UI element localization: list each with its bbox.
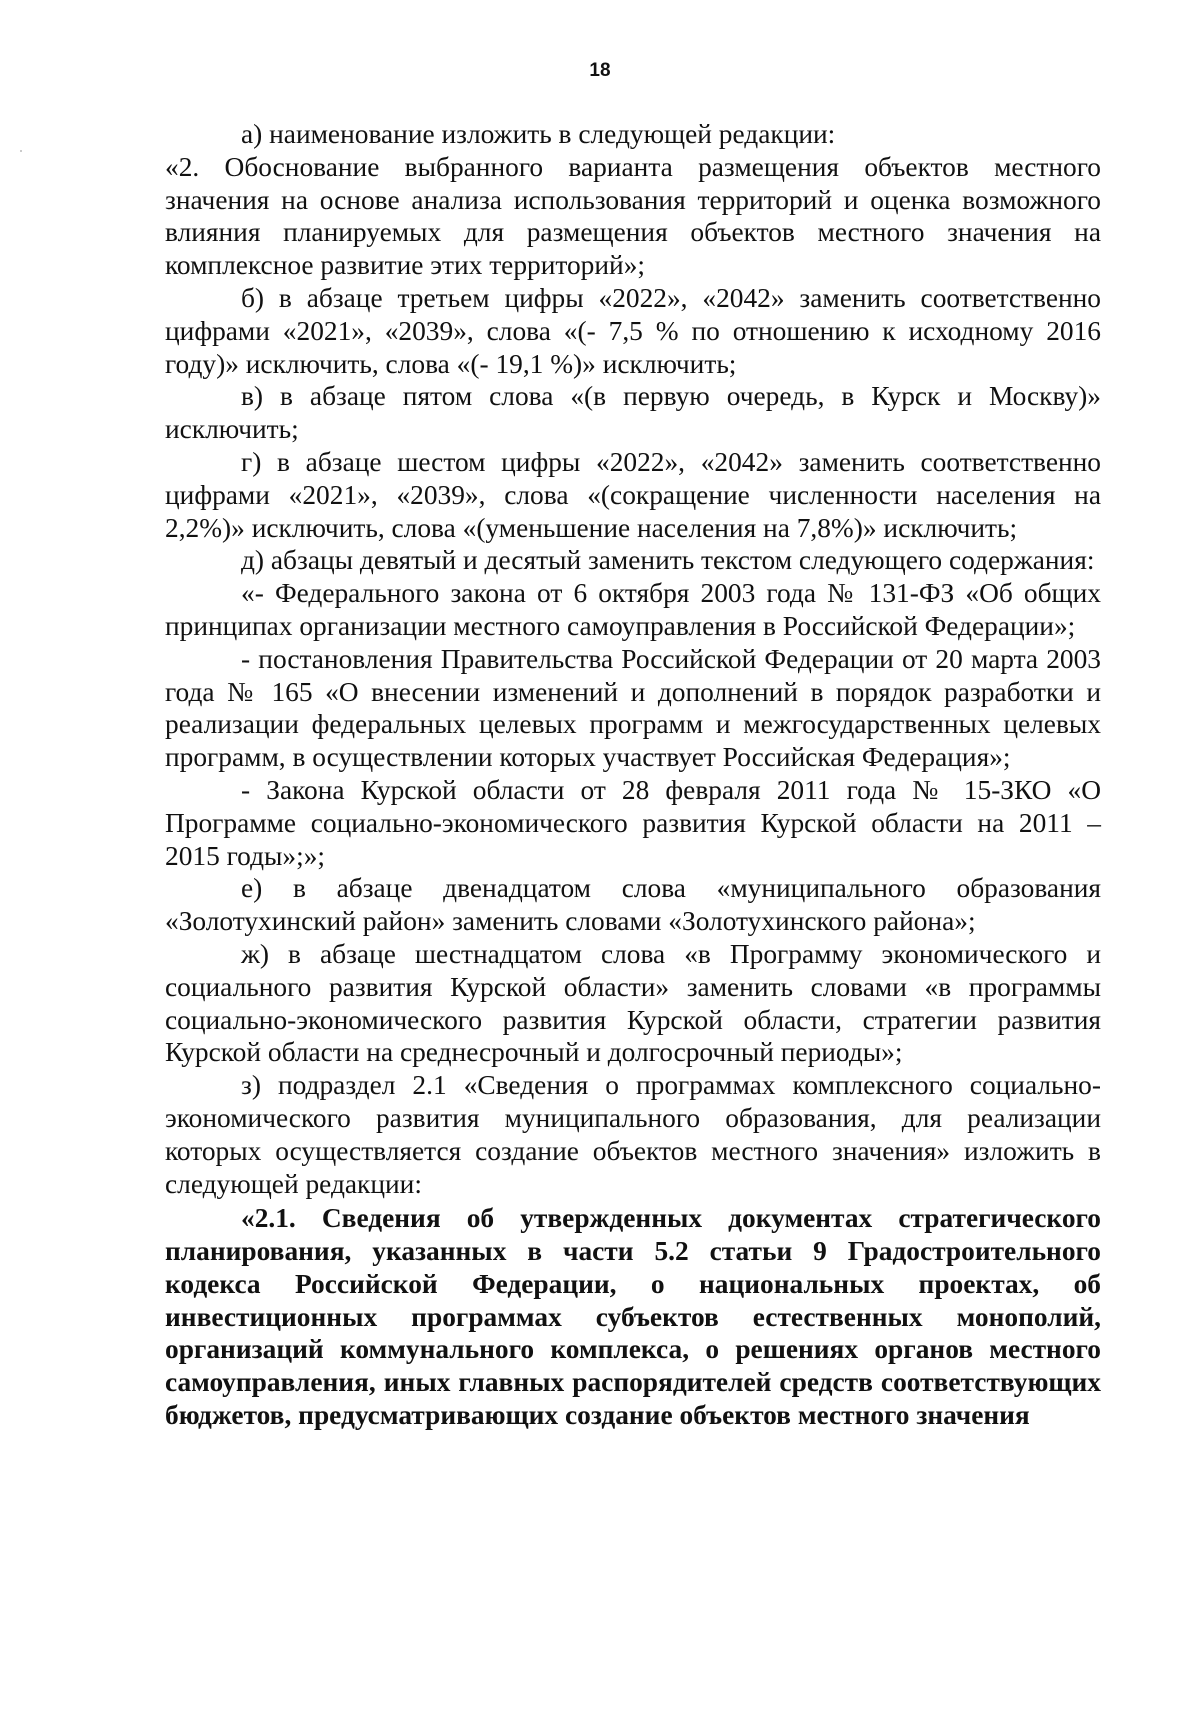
paragraph-quoted-title: «2. Обоснование выбранного варианта размещения объектов местного значения на основе анализа использования территорий и оценка возможного влияния планируемых для размещения объектов местного значения на комплексное развитие этих территорий»; <box>165 151 1101 281</box>
paragraph-government-decree: - постановления Правительства Российской Федерации от 20 марта 2003 года № 165 «О внесении изменений и дополнений в порядок разработки и реализации федеральных целевых программ и межгосударственных целевых программ, в осуществлении которых участвует Российская Федерация»; <box>165 643 1101 773</box>
section-heading-2-1: «2.1. Сведения об утвержденных документах стратегического планирования, указанных в части 5.2 статьи 9 Градостроительного кодекса Российской Федерации, о национальных проектах, об инвестиционных программах субъектов естественных монополий, организаций коммунального комплекса, о решениях органов местного самоуправления, иных главных распорядителей средств соответствующих бюджетов, предусматривающих создание объектов местного значения <box>165 1203 1101 1431</box>
scan-speck <box>20 150 22 152</box>
page-number: 18 <box>589 60 611 81</box>
paragraph-zh: ж) в абзаце шестнадцатом слова «в Программу экономического и социального развития Курской области» заменить словами «в программы социально-экономического развития Курской области, стратегии развития Курской области на среднесрочный и долгосрочный периоды»; <box>165 938 1101 1068</box>
paragraph-e: е) в абзаце двенадцатом слова «муниципального образования «Золотухинский район» заменить словами «Золотухинского района»; <box>165 873 1101 937</box>
document-body <box>165 118 1101 1432</box>
paragraph-kursk-law: - Закона Курской области от 28 февраля 2011 года № 15-ЗКО «О Программе социально-экономического развития Курской области на 2011 – 2015 годы»;»; <box>165 774 1101 871</box>
paragraph-z: з) подраздел 2.1 «Сведения о программах комплексного социально-экономического развития муниципального образования, для реализации которых осуществляется создание объектов местного значения» изложить в следующей редакции: <box>165 1070 1101 1199</box>
paragraph-b: б) в абзаце третьем цифры «2022», «2042» заменить соответственно цифрами «2021», «2039», слова «(- 7,5 % по отношению к исходному 2016 году)» исключить, слова «(- 19,1 %)» исключить; <box>165 282 1101 379</box>
paragraph-federal-law: «- Федерального закона от 6 октября 2003 года № 131-ФЗ «Об общих принципах организации местного самоуправления в Российской Федерации»; <box>165 578 1101 641</box>
paragraph-a-heading: а) наименование изложить в следующей редакции: <box>241 119 836 149</box>
paragraph-g: г) в абзаце шестом цифры «2022», «2042» заменить соответственно цифрами «2021», «2039», слова «(сокращение численности населения на 2,2%)» исключить, слова «(уменьшение населения на 7,8%)» исключить; <box>165 446 1101 543</box>
paragraph-d: д) абзацы девятый и десятый заменить текстом следующего содержания: <box>241 545 1095 576</box>
paragraph-v: в) в абзаце пятом слова «(в первую очередь, в Курск и Москву)» исключить; <box>165 381 1101 445</box>
